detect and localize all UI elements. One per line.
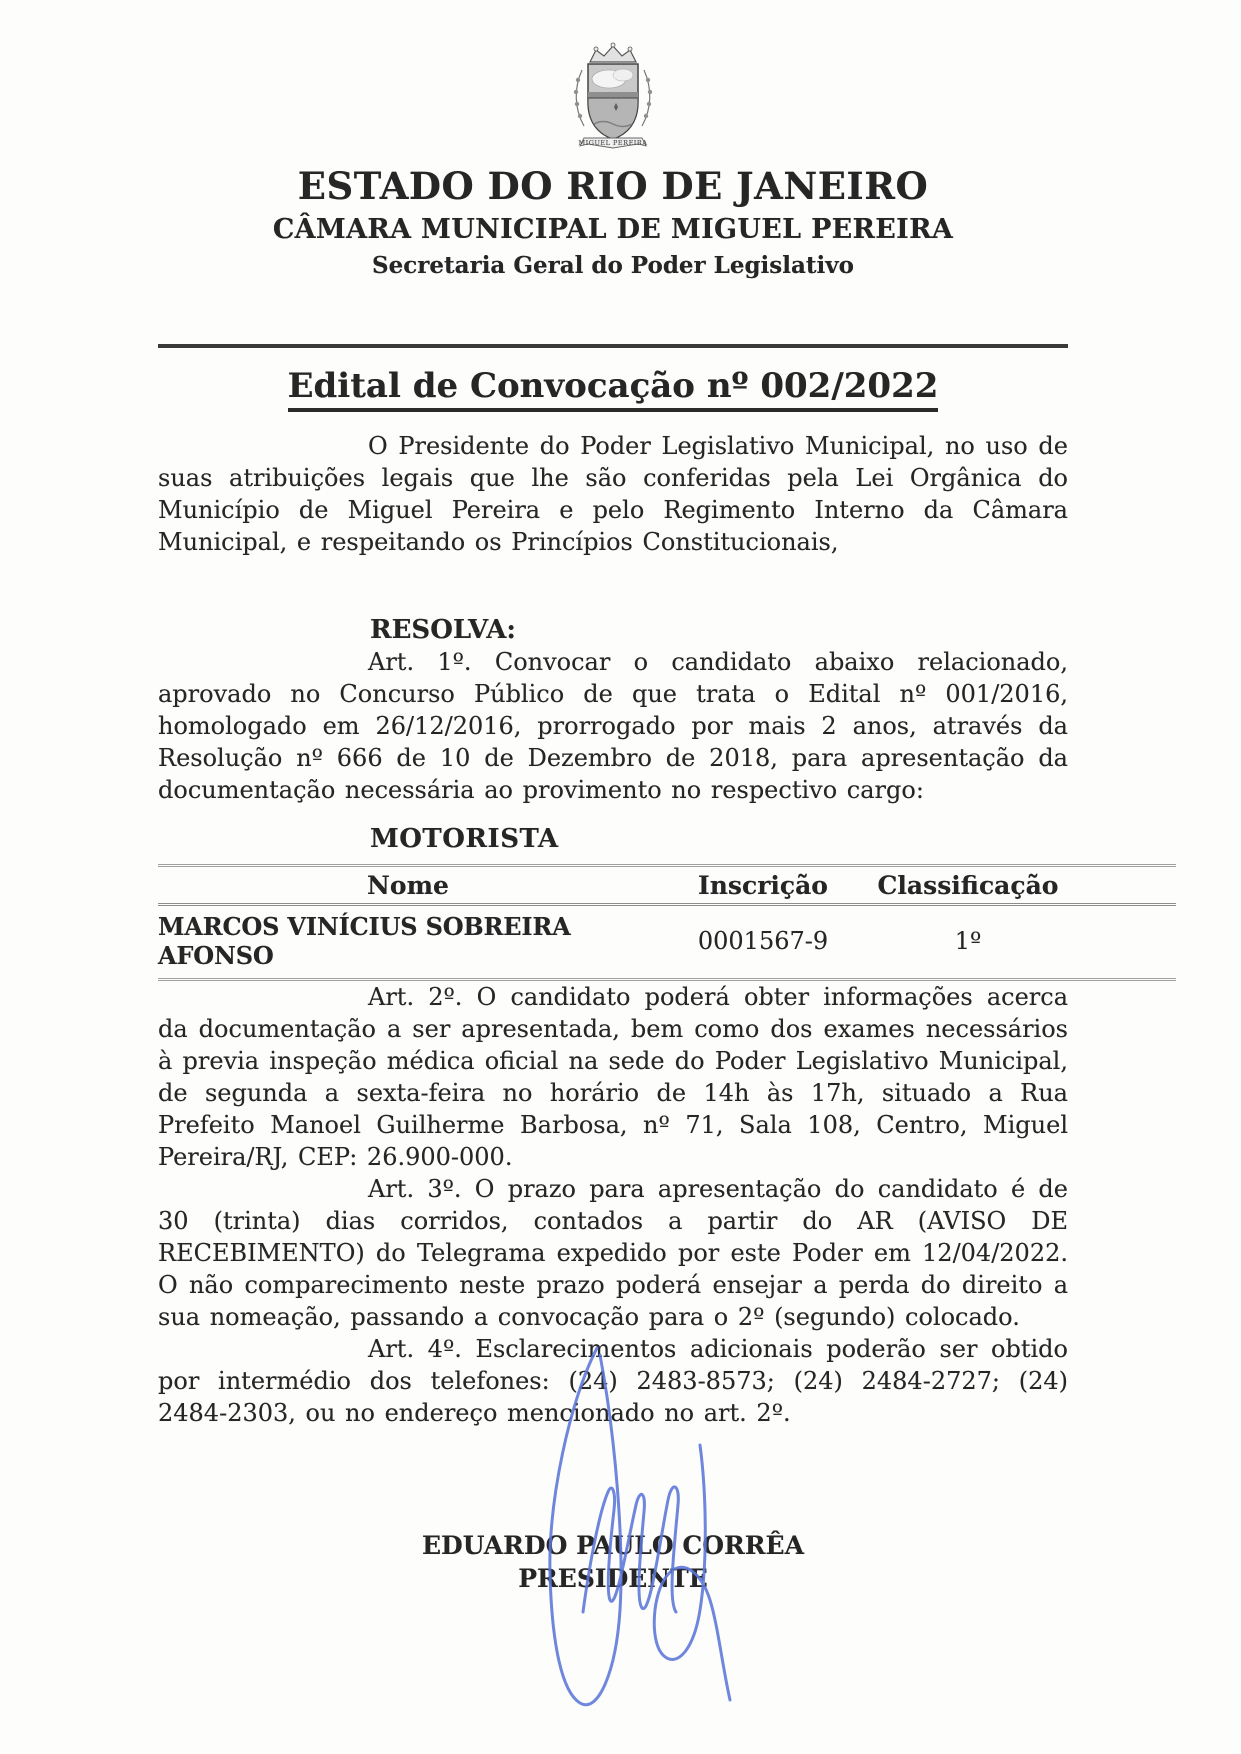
header-divider bbox=[158, 344, 1068, 348]
document-title-text: Edital de Convocação nº 002/2022 bbox=[288, 366, 939, 412]
header-chamber: CÂMARA MUNICIPAL DE MIGUEL PEREIRA bbox=[272, 214, 954, 245]
column-header-inscricao: Inscrição bbox=[698, 871, 828, 900]
coat-of-arms-icon bbox=[538, 40, 688, 152]
signatory-role: PRESIDENTE bbox=[518, 1564, 708, 1593]
table-header-row bbox=[158, 866, 1176, 905]
paragraph-article-4: Art. 4º. Esclarecimentos adicionais poderão ser obtido por intermédio dos telefones: (24) 2483-8573; (24) 2484-2727; (24) 2484-2303, ou no endereço mencionado no art. 2º. bbox=[158, 1335, 1068, 1427]
resolva-heading: RESOLVA: bbox=[370, 615, 516, 645]
signature-block bbox=[158, 1529, 1068, 1595]
candidates-table bbox=[158, 864, 1176, 981]
candidate-inscricao-cell: 0001567-9 bbox=[697, 927, 829, 955]
crest-banner-text: MIGUEL PEREIRA bbox=[578, 139, 648, 147]
column-header-filler bbox=[1068, 866, 1176, 905]
paragraph-article-2: Art. 2º. O candidato poderá obter informações acerca da documentação a ser apresentada, bem como dos exames necessários à previa inspeção médica oficial na sede do Poder Legislativo Municipal, de segunda a sexta-feira no horário de 14h às 17h, situado a Rua Prefeito Manoel Guilherme Barbosa, nº 71, Sala 108, Centro, Miguel Pereira/RJ, CEP: 26.900-000. bbox=[158, 983, 1068, 1171]
header-secretariat: Secretaria Geral do Poder Legislativo bbox=[372, 252, 854, 279]
column-header-classificacao: Classificação bbox=[877, 871, 1059, 900]
cargo-heading: MOTORISTA bbox=[370, 824, 559, 854]
document-title bbox=[158, 364, 1068, 408]
column-header-nome: Nome bbox=[367, 871, 449, 900]
paragraph-opening: O Presidente do Poder Legislativo Municipal, no uso de suas atribuições legais que lhe são conferidas pela Lei Orgânica do Município de Miguel Pereira e pelo Regimento Interno da Câmara Municipal, e respeitando os Princípios Constitucionais, bbox=[158, 432, 1068, 556]
paragraph-article-3: Art. 3º. O prazo para apresentação do candidato é de 30 (trinta) dias corridos, contados a partir do AR (AVISO DE RECEBIMENTO) do Telegrama expedido por este Poder em 12/04/2022. O não comparecimento neste prazo poderá ensejar a perda do direito a sua nomeação, passando a convocação para o 2º (segundo) colocado. bbox=[158, 1175, 1068, 1331]
table-row bbox=[158, 905, 1176, 980]
document-content bbox=[158, 0, 1068, 1595]
candidate-classificacao-cell: 1º bbox=[954, 927, 982, 955]
paragraph-article-1: Art. 1º. Convocar o candidato abaixo relacionado, aprovado no Concurso Público de que trata o Edital nº 001/2016, homologado em 26/12/2016, prorrogado por mais 2 anos, através da Resolução nº 666 de 10 de Dezembro de 2018, para apresentação da documentação necessária ao provimento no respectivo cargo: bbox=[158, 648, 1068, 804]
signatory-name: EDUARDO PAULO CORRÊA bbox=[421, 1531, 805, 1560]
candidate-name-cell: MARCOS VINÍCIUS SOBREIRA AFONSO bbox=[158, 912, 571, 970]
coat-of-arms bbox=[158, 40, 1068, 150]
header-state: ESTADO DO RIO DE JANEIRO bbox=[297, 164, 929, 208]
filler-cell bbox=[1068, 905, 1176, 980]
